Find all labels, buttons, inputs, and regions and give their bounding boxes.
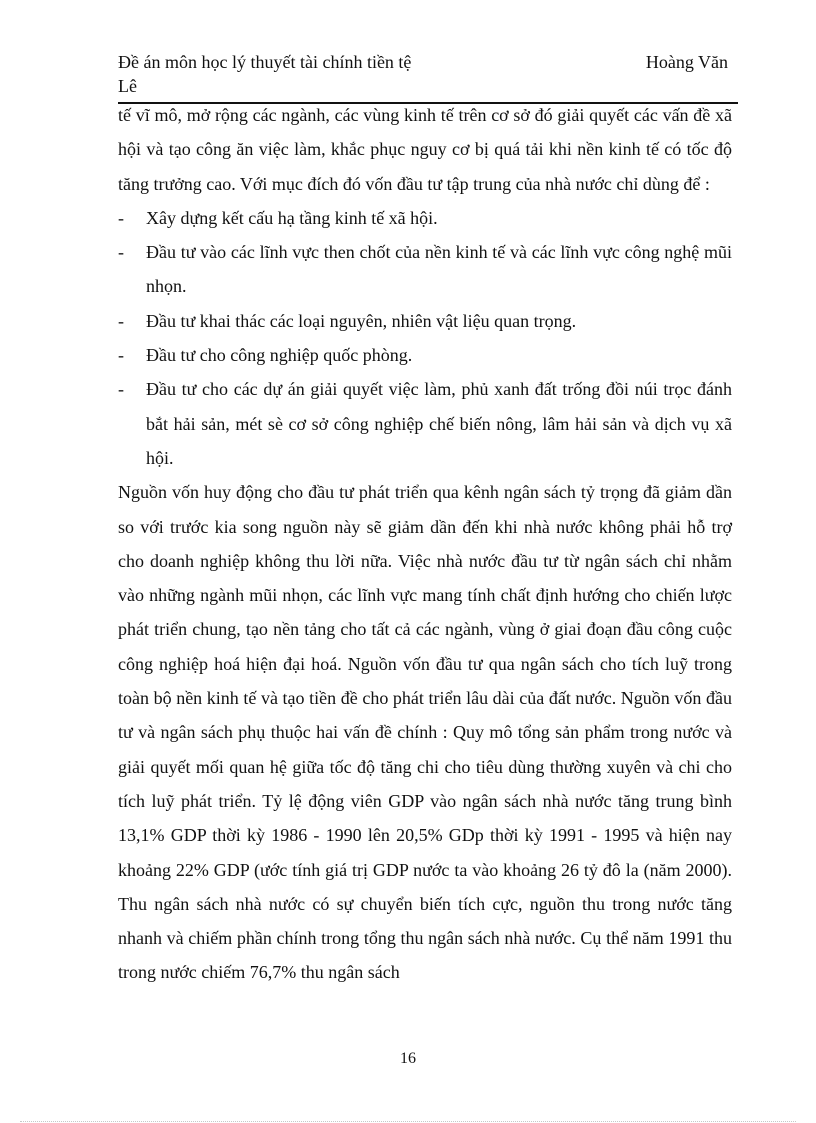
page-bottom-edge [20, 1121, 796, 1122]
list-item [118, 235, 732, 304]
bullet-list [118, 201, 732, 475]
page-header [118, 50, 730, 102]
bullet-dash: - [118, 242, 124, 263]
page-body [118, 98, 732, 990]
bullet-dash: - [118, 310, 124, 331]
list-item [118, 201, 732, 235]
list-item [118, 304, 732, 338]
bullet-dash: - [118, 207, 124, 228]
list-item-text: Đầu tư vào các lĩnh vực then chốt của nền kinh tế và các lĩnh vực công nghệ mũi nhọn. [146, 242, 732, 297]
bullet-dash: - [118, 345, 124, 366]
list-item [118, 338, 732, 372]
intro-paragraph: tế vĩ mô, mở rộng các ngành, các vùng kinh tế trên cơ sở đó giải quyết các vấn đề xã hội và tạo công ăn việc làm, khắc phục nguy cơ bị quá tải khi nền kinh tế có tốc độ tăng trưởng cao. Với mục đích đó vốn đầu tư tập trung của nhà nước chỉ dùng để : [118, 105, 732, 194]
page-number: 16 [400, 1050, 416, 1067]
list-item-text: Đầu tư cho các dự án giải quyết việc làm, phủ xanh đất trống đồi núi trọc đánh bắt hải sản, mét sè cơ sở công nghiệp chế biến nông, lâm hải sản và dịch vụ xã hội. [146, 379, 732, 468]
list-item-text: Đầu tư cho công nghiệp quốc phòng. [146, 345, 413, 366]
header-author-last: Lê [118, 76, 137, 96]
list-item-text: Xây dựng kết cấu hạ tầng kinh tế xã hội. [146, 207, 438, 228]
list-item [118, 372, 732, 475]
header-document-title: Đề án môn học lý thuyết tài chính tiền tệ [118, 52, 412, 72]
bullet-dash: - [118, 379, 124, 400]
header-author-first: Hoàng Văn [645, 52, 728, 72]
main-paragraph: Nguồn vốn huy động cho đầu tư phát triển qua kênh ngân sách tỷ trọng đã giảm dần so với trước kia song nguồn này sẽ giảm dần đến khi nhà nước không phải hỗ trợ cho doanh nghiệp không thu lời nữa. Việc nhà nước đầu tư từ ngân sách chỉ nhằm vào những ngành mũi nhọn, các lĩnh vực mang tính chất định hướng cho chiến lược phát triển chung, tạo nền tảng cho tất cả các ngành, vùng ở giai đoạn đầu công cuộc công nghiệp hoá hiện đại hoá. Nguồn vốn đầu tư qua ngân sách cho tích luỹ trong toàn bộ nền kinh tế và tạo tiền đề cho phát triển lâu dài của đất nước. Nguồn vốn đầu tư và ngân sách phụ thuộc hai vấn đề chính : Quy mô tổng sản phẩm trong nước và giải quyết mối quan hệ giữa tốc độ tăng chi cho tiêu dùng thường xuyên và chi cho tích luỹ phát triển. Tỷ lệ động viên GDP vào ngân sách nhà nước tăng trung bình 13,1% GDP thời kỳ 1986 - 1990 lên 20,5% GDp thời kỳ 1991 - 1995 và hiện nay khoảng 22% GDP (ước tính giá trị GDP nước ta vào khoảng 26 tỷ đô la (năm 2000). Thu ngân sách nhà nước có sự chuyển biến tích cực, nguồn thu trong nước tăng nhanh và chiếm phần chính trong tổng thu ngân sách nhà nước. Cụ thể năm 1991 thu trong nước chiếm 76,7% thu ngân sách [118, 482, 732, 983]
list-item-text: Đầu tư khai thác các loại nguyên, nhiên vật liệu quan trọng. [146, 310, 577, 331]
